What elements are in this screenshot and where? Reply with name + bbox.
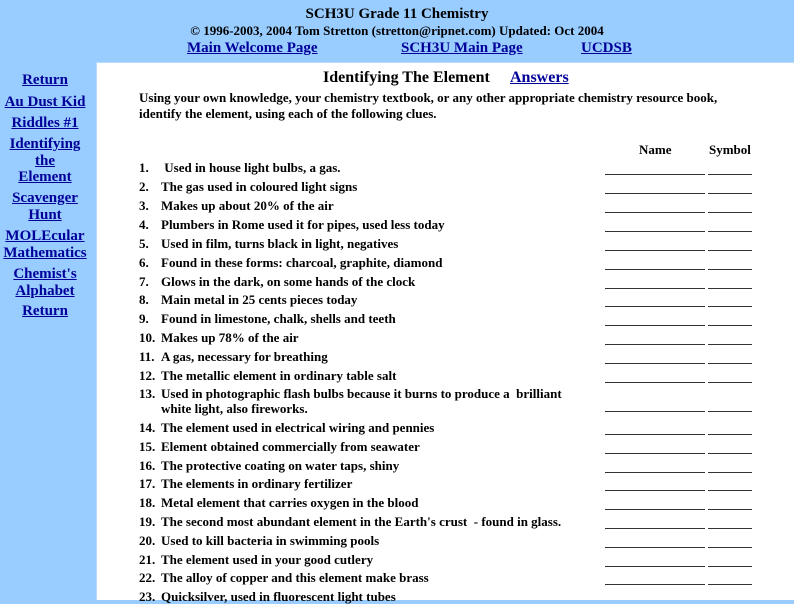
clue-row	[139, 274, 589, 289]
name-answer-blank	[605, 509, 705, 510]
symbol-answer-blank	[708, 250, 752, 251]
clue-row	[139, 368, 589, 383]
clue-row	[139, 198, 589, 213]
clue-row	[139, 217, 589, 232]
name-answer-blank	[605, 269, 705, 270]
name-answer-blank	[605, 528, 705, 529]
clue-number: 3.	[139, 198, 149, 213]
symbol-answer-blank	[708, 411, 752, 412]
clue-number: 12.	[139, 368, 156, 383]
clue-row	[139, 292, 589, 307]
clue-text: The element used in your good cutlery	[161, 552, 374, 567]
clue-text: The element used in electrical wiring and pennies	[161, 420, 435, 435]
clue-text: Used in house light bulbs, a gas.	[161, 160, 341, 175]
symbol-answer-blank	[708, 528, 752, 529]
name-answer-blank	[605, 490, 705, 491]
clue-number: 8.	[139, 292, 149, 307]
clue-text: The protective coating on water taps, shiny	[161, 458, 400, 473]
clue-number: 7.	[139, 274, 149, 289]
clue-row	[139, 570, 589, 585]
clue-text: Main metal in 25 cents pieces today	[161, 292, 358, 307]
symbol-answer-blank	[708, 344, 752, 345]
name-answer-blank	[605, 193, 705, 194]
clue-text: Glows in the dark, on some hands of the clock	[161, 274, 416, 289]
column-header-symbol: Symbol	[709, 142, 751, 157]
clue-text: Used in film, turns black in light, negatives	[161, 236, 399, 251]
clue-row	[139, 255, 589, 270]
page-header	[0, 0, 794, 62]
nav-main-welcome-page[interactable]: Main Welcome Page	[187, 40, 318, 56]
answers-link[interactable]: Answers	[510, 69, 569, 86]
clue-number: 18.	[139, 495, 156, 510]
name-answer-blank	[605, 344, 705, 345]
clue-number: 1.	[139, 160, 149, 175]
clue-number: 23.	[139, 589, 156, 604]
clue-row	[139, 420, 589, 435]
name-answer-blank	[605, 453, 705, 454]
symbol-answer-blank	[708, 509, 752, 510]
clue-text: Found in these forms: charcoal, graphite, diamond	[161, 255, 443, 270]
symbol-answer-blank	[708, 269, 752, 270]
clue-row	[139, 458, 589, 473]
clue-number: 9.	[139, 311, 149, 326]
name-answer-blank	[605, 231, 705, 232]
clue-text: Used in photographic flash bulbs because it burns to produce a brilliant white light, also fireworks.	[161, 386, 565, 416]
symbol-answer-blank	[708, 547, 752, 548]
symbol-answer-blank	[708, 566, 752, 567]
clue-number: 20.	[139, 533, 156, 548]
clue-text: Used to kill bacteria in swimming pools	[161, 533, 380, 548]
symbol-answer-blank	[708, 584, 752, 585]
clue-number: 15.	[139, 439, 156, 454]
nav-sch3u-main-page[interactable]: SCH3U Main Page	[401, 40, 523, 56]
clue-number: 17.	[139, 476, 156, 491]
sidebar-item-riddles-1[interactable]: Riddles #1	[11, 115, 79, 131]
clue-text: Plumbers in Rome used it for pipes, used less today	[161, 217, 445, 232]
symbol-answer-blank	[708, 212, 752, 213]
page-title: Identifying The Element	[323, 69, 490, 86]
clue-number: 11.	[139, 349, 155, 364]
clue-number: 14.	[139, 420, 156, 435]
sidebar-item-identifying-the-element[interactable]: Identifying the Element	[9, 136, 81, 185]
sidebar-item-molecular-mathematics[interactable]: MOLEcular Mathematics	[3, 228, 87, 261]
instructions: Using your own knowledge, your chemistry textbook, or any other appropriate chemistry resource book, identify the element, using each of the following clues.	[139, 90, 718, 121]
name-answer-blank	[605, 434, 705, 435]
name-answer-blank	[605, 363, 705, 364]
clue-number: 19.	[139, 514, 156, 529]
clue-row	[139, 552, 589, 567]
clue-number: 16.	[139, 458, 156, 473]
sidebar-item-chemists-alphabet[interactable]: Chemist's Alphabet	[13, 266, 77, 299]
clue-number: 13.	[139, 386, 156, 401]
clue-row	[139, 533, 589, 548]
name-answer-blank	[605, 382, 705, 383]
clue-row	[139, 476, 589, 491]
clue-row	[139, 589, 589, 604]
clue-row	[139, 386, 589, 416]
clue-row	[139, 311, 589, 326]
sidebar-item-au-dust-kid[interactable]: Au Dust Kid	[4, 94, 86, 110]
sidebar-item-scavenger-hunt[interactable]: Scavenger Hunt	[12, 190, 78, 223]
clue-text: A gas, necessary for breathing	[161, 349, 328, 364]
clue-text: Makes up about 20% of the air	[161, 198, 334, 213]
symbol-answer-blank	[708, 325, 752, 326]
symbol-answer-blank	[708, 382, 752, 383]
clue-row	[139, 330, 589, 345]
clue-number: 6.	[139, 255, 149, 270]
copyright-line: © 1996-2003, 2004 Tom Stretton (stretton@ripnet.com) Updated: Oct 2004	[190, 23, 604, 38]
symbol-answer-blank	[708, 363, 752, 364]
clue-number: 5.	[139, 236, 149, 251]
clue-text: The alloy of copper and this element make brass	[161, 570, 429, 585]
symbol-answer-blank	[708, 174, 752, 175]
symbol-answer-blank	[708, 231, 752, 232]
clue-row	[139, 160, 589, 175]
clue-text: Quicksilver, used in fluorescent light tubes	[161, 589, 396, 604]
clue-row	[139, 495, 589, 510]
clue-row	[139, 439, 589, 454]
name-answer-blank	[605, 306, 705, 307]
site-title: SCH3U Grade 11 Chemistry	[305, 6, 489, 22]
clue-number: 10.	[139, 330, 156, 345]
name-answer-blank	[605, 584, 705, 585]
symbol-answer-blank	[708, 306, 752, 307]
clue-text: The elements in ordinary fertilizer	[161, 476, 353, 491]
clue-text: The metallic element in ordinary table salt	[161, 368, 397, 383]
name-answer-blank	[605, 325, 705, 326]
main-content	[96, 62, 794, 604]
name-answer-blank	[605, 212, 705, 213]
symbol-answer-blank	[708, 193, 752, 194]
sidebar	[0, 62, 96, 600]
name-answer-blank	[605, 174, 705, 175]
clue-text: The gas used in coloured light signs	[161, 179, 358, 194]
column-header-name: Name	[639, 142, 672, 157]
name-answer-blank	[605, 547, 705, 548]
sidebar-item-return-bottom[interactable]: Return	[22, 303, 68, 319]
name-answer-blank	[605, 472, 705, 473]
nav-ucdsb[interactable]: UCDSB	[581, 40, 632, 56]
clue-number: 22.	[139, 570, 156, 585]
clue-text: Element obtained commercially from seawater	[161, 439, 420, 454]
clue-text: Found in limestone, chalk, shells and teeth	[161, 311, 396, 326]
name-answer-blank	[605, 288, 705, 289]
symbol-answer-blank	[708, 434, 752, 435]
symbol-answer-blank	[708, 453, 752, 454]
clue-row	[139, 236, 589, 251]
clue-text: Makes up 78% of the air	[161, 330, 299, 345]
clue-row	[139, 349, 589, 364]
symbol-answer-blank	[708, 288, 752, 289]
clue-number: 2.	[139, 179, 149, 194]
name-answer-blank	[605, 250, 705, 251]
clue-number: 21.	[139, 552, 156, 567]
clue-row	[139, 179, 589, 194]
symbol-answer-blank	[708, 490, 752, 491]
name-answer-blank	[605, 411, 705, 412]
name-answer-blank	[605, 566, 705, 567]
clue-text: The second most abundant element in the Earth's crust - found in glass.	[161, 514, 562, 529]
symbol-answer-blank	[708, 472, 752, 473]
clue-row	[139, 514, 589, 529]
sidebar-item-return-top[interactable]: Return	[22, 72, 68, 88]
clue-text: Metal element that carries oxygen in the blood	[161, 495, 419, 510]
clue-number: 4.	[139, 217, 149, 232]
